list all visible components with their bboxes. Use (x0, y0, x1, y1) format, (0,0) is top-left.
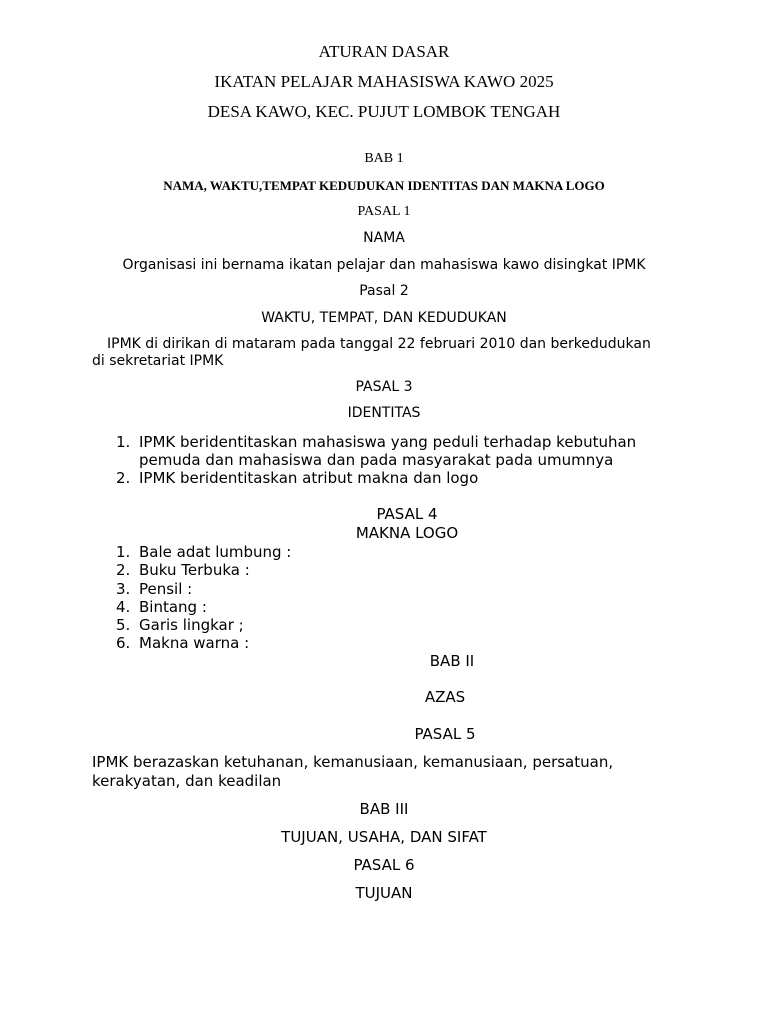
pasal4-title: MAKNA LOGO (355, 524, 459, 542)
makna-logo-list (93, 543, 693, 653)
pasal2-body-line2: di sekretariat IPMK (92, 353, 224, 369)
list-text-continued: pemuda dan mahasiswa dan pada masyarakat pada umumnya (139, 451, 614, 469)
list-text: Bale adat lumbung : (139, 543, 292, 561)
pasal1-title: NAMA (363, 230, 405, 246)
list-number: 2. (116, 469, 131, 487)
list-text: Garis lingkar ; (139, 616, 244, 635)
pasal6-label: PASAL 6 (353, 856, 415, 874)
pasal4-label: PASAL 4 (376, 505, 438, 523)
document-title: ATURAN DASAR (318, 42, 450, 61)
bab3-label: BAB III (359, 800, 409, 818)
pasal2-body-line1: IPMK di dirikan di mataram pada tanggal 22 februari 2010 dan berkedudukan (107, 336, 651, 352)
pasal5-label: PASAL 5 (414, 725, 476, 743)
list-number: 1. (116, 433, 131, 451)
list-item (93, 616, 693, 634)
list-number: 3. (116, 579, 131, 598)
pasal3-label: PASAL 3 (355, 379, 413, 395)
list-item (93, 433, 693, 469)
pasal6-title: TUJUAN (355, 884, 413, 902)
pasal5-body-line2: kerakyatan, dan keadilan (92, 772, 282, 790)
list-number: 4. (116, 597, 131, 616)
pasal1-label: PASAL 1 (357, 204, 411, 219)
list-text: IPMK beridentitaskan atribut makna dan logo (139, 469, 479, 487)
list-text: IPMK beridentitaskan mahasiswa yang peduli terhadap kebutuhan (139, 433, 637, 451)
bab1-label: BAB 1 (364, 151, 404, 166)
list-number: 2. (116, 561, 131, 580)
list-item (93, 598, 693, 616)
list-number: 5. (116, 616, 131, 635)
bab3-title: TUJUAN, USAHA, DAN SIFAT (281, 828, 487, 846)
list-text: Buku Terbuka : (139, 561, 250, 580)
identitas-list (93, 433, 693, 487)
list-text: Makna warna : (139, 634, 250, 653)
bab2-label: BAB II (429, 652, 475, 670)
bab2-title: AZAS (424, 688, 466, 706)
list-item (93, 634, 693, 652)
list-number: 1. (116, 543, 131, 561)
pasal2-title: WAKTU, TEMPAT, DAN KEDUDUKAN (261, 310, 507, 326)
list-item (93, 561, 693, 579)
pasal1-body: Organisasi ini bernama ikatan pelajar dan mahasiswa kawo disingkat IPMK (122, 257, 646, 273)
list-text: Bintang : (139, 597, 207, 616)
organization-name: IKATAN PELAJAR MAHASISWA KAWO 2025 (214, 72, 554, 91)
bab1-heading: NAMA, WAKTU,TEMPAT KEDUDUKAN IDENTITAS DAN MAKNA LOGO (163, 178, 605, 193)
pasal5-body-line1: IPMK berazaskan ketuhanan, kemanusiaan, kemanusiaan, persatuan, (92, 753, 614, 771)
pasal2-label: Pasal 2 (359, 283, 409, 299)
list-item (93, 469, 693, 487)
list-text: Pensil : (139, 579, 193, 598)
list-item (93, 543, 693, 561)
organization-location: DESA KAWO, KEC. PUJUT LOMBOK TENGAH (207, 102, 561, 121)
list-item (93, 580, 693, 598)
pasal3-title: IDENTITAS (347, 405, 421, 421)
list-number: 6. (116, 634, 131, 653)
